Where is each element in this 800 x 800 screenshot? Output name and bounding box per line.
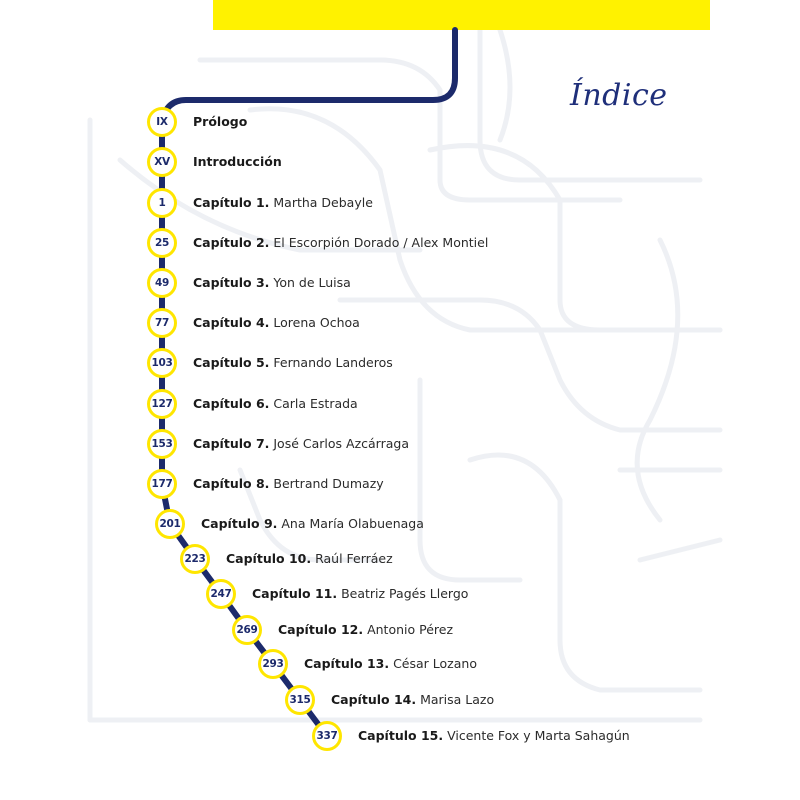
page-number: 127 xyxy=(151,398,173,410)
entry-label: Introducción xyxy=(193,154,282,169)
entry-text: El Escorpión Dorado / Alex Montiel xyxy=(273,235,489,250)
toc-entry[interactable] xyxy=(252,586,468,601)
toc-stop xyxy=(147,268,177,298)
toc-stop xyxy=(232,615,262,645)
toc-stop xyxy=(147,429,177,459)
entry-text: Bertrand Dumazy xyxy=(273,476,384,491)
entry-text: Vicente Fox y Marta Sahagún xyxy=(447,728,630,743)
entry-text: César Lozano xyxy=(393,656,477,671)
entry-label: Capítulo 15. xyxy=(358,728,444,743)
toc-stop xyxy=(147,147,177,177)
toc-entry[interactable] xyxy=(193,355,393,370)
toc-entry[interactable] xyxy=(193,114,247,129)
entry-label: Capítulo 14. xyxy=(331,692,417,707)
page-number: 247 xyxy=(210,588,232,600)
page-number: 201 xyxy=(159,518,181,530)
entry-text: José Carlos Azcárraga xyxy=(273,436,409,451)
entry-text: Carla Estrada xyxy=(273,396,358,411)
entry-text: Antonio Pérez xyxy=(367,622,454,637)
page-title: Índice xyxy=(570,78,668,113)
page-number: XV xyxy=(154,156,170,168)
entry-text: Beatriz Pagés Llergo xyxy=(341,586,469,601)
toc-entry[interactable] xyxy=(201,516,424,531)
toc-entry[interactable] xyxy=(358,728,630,743)
toc-stop xyxy=(147,389,177,419)
page-number: 269 xyxy=(236,624,258,636)
entry-text: Lorena Ochoa xyxy=(273,315,360,330)
page-number: 153 xyxy=(151,438,173,450)
entry-label: Capítulo 5. xyxy=(193,355,270,370)
entry-label: Capítulo 6. xyxy=(193,396,270,411)
page-number: 223 xyxy=(184,553,206,565)
toc-stop xyxy=(147,188,177,218)
toc-entry[interactable] xyxy=(193,154,282,169)
toc-stop xyxy=(285,685,315,715)
page-number: 25 xyxy=(154,237,169,249)
page-number: 177 xyxy=(151,478,173,490)
toc-entry[interactable] xyxy=(193,396,358,411)
entry-text: Martha Debayle xyxy=(273,195,373,210)
page-number: 293 xyxy=(262,658,284,670)
entry-label: Capítulo 4. xyxy=(193,315,270,330)
toc-stop xyxy=(147,228,177,258)
entry-label: Capítulo 3. xyxy=(193,275,270,290)
toc-entry[interactable] xyxy=(193,436,409,451)
page-number: 1 xyxy=(158,197,166,209)
entry-text: Marisa Lazo xyxy=(420,692,495,707)
toc-stop xyxy=(258,649,288,679)
toc-stop xyxy=(206,579,236,609)
toc-entry[interactable] xyxy=(193,315,360,330)
toc-entry[interactable] xyxy=(193,195,373,210)
toc-entry[interactable] xyxy=(304,656,477,671)
page-number: IX xyxy=(156,116,168,128)
toc-entry[interactable] xyxy=(331,692,494,707)
entry-label: Capítulo 1. xyxy=(193,195,270,210)
toc-entry[interactable] xyxy=(193,275,351,290)
entry-label: Prólogo xyxy=(193,114,248,129)
page-number: 337 xyxy=(316,730,338,742)
entry-text: Yon de Luisa xyxy=(273,275,351,290)
entry-label: Capítulo 9. xyxy=(201,516,278,531)
toc-entry[interactable] xyxy=(193,235,488,250)
toc-stop xyxy=(147,308,177,338)
entry-text: Raúl Ferráez xyxy=(315,551,393,566)
entry-label: Capítulo 13. xyxy=(304,656,390,671)
page-number: 77 xyxy=(154,317,169,329)
page-number: 103 xyxy=(151,357,173,369)
entry-text: Fernando Landeros xyxy=(273,355,393,370)
toc-stop xyxy=(147,469,177,499)
toc-entry[interactable] xyxy=(226,551,393,566)
toc-stop xyxy=(155,509,185,539)
page-number: 315 xyxy=(289,694,311,706)
entry-text: Ana María Olabuenaga xyxy=(281,516,424,531)
page-number: 49 xyxy=(154,277,169,289)
toc-stop xyxy=(312,721,342,751)
toc-entry[interactable] xyxy=(278,622,453,637)
entry-label: Capítulo 2. xyxy=(193,235,270,250)
toc-entry[interactable] xyxy=(193,476,384,491)
toc-stop xyxy=(147,348,177,378)
entry-label: Capítulo 7. xyxy=(193,436,270,451)
entry-label: Capítulo 10. xyxy=(226,551,312,566)
entry-label: Capítulo 12. xyxy=(278,622,364,637)
entry-label: Capítulo 8. xyxy=(193,476,270,491)
entry-label: Capítulo 11. xyxy=(252,586,338,601)
toc-stop xyxy=(180,544,210,574)
toc-stop xyxy=(147,107,177,137)
